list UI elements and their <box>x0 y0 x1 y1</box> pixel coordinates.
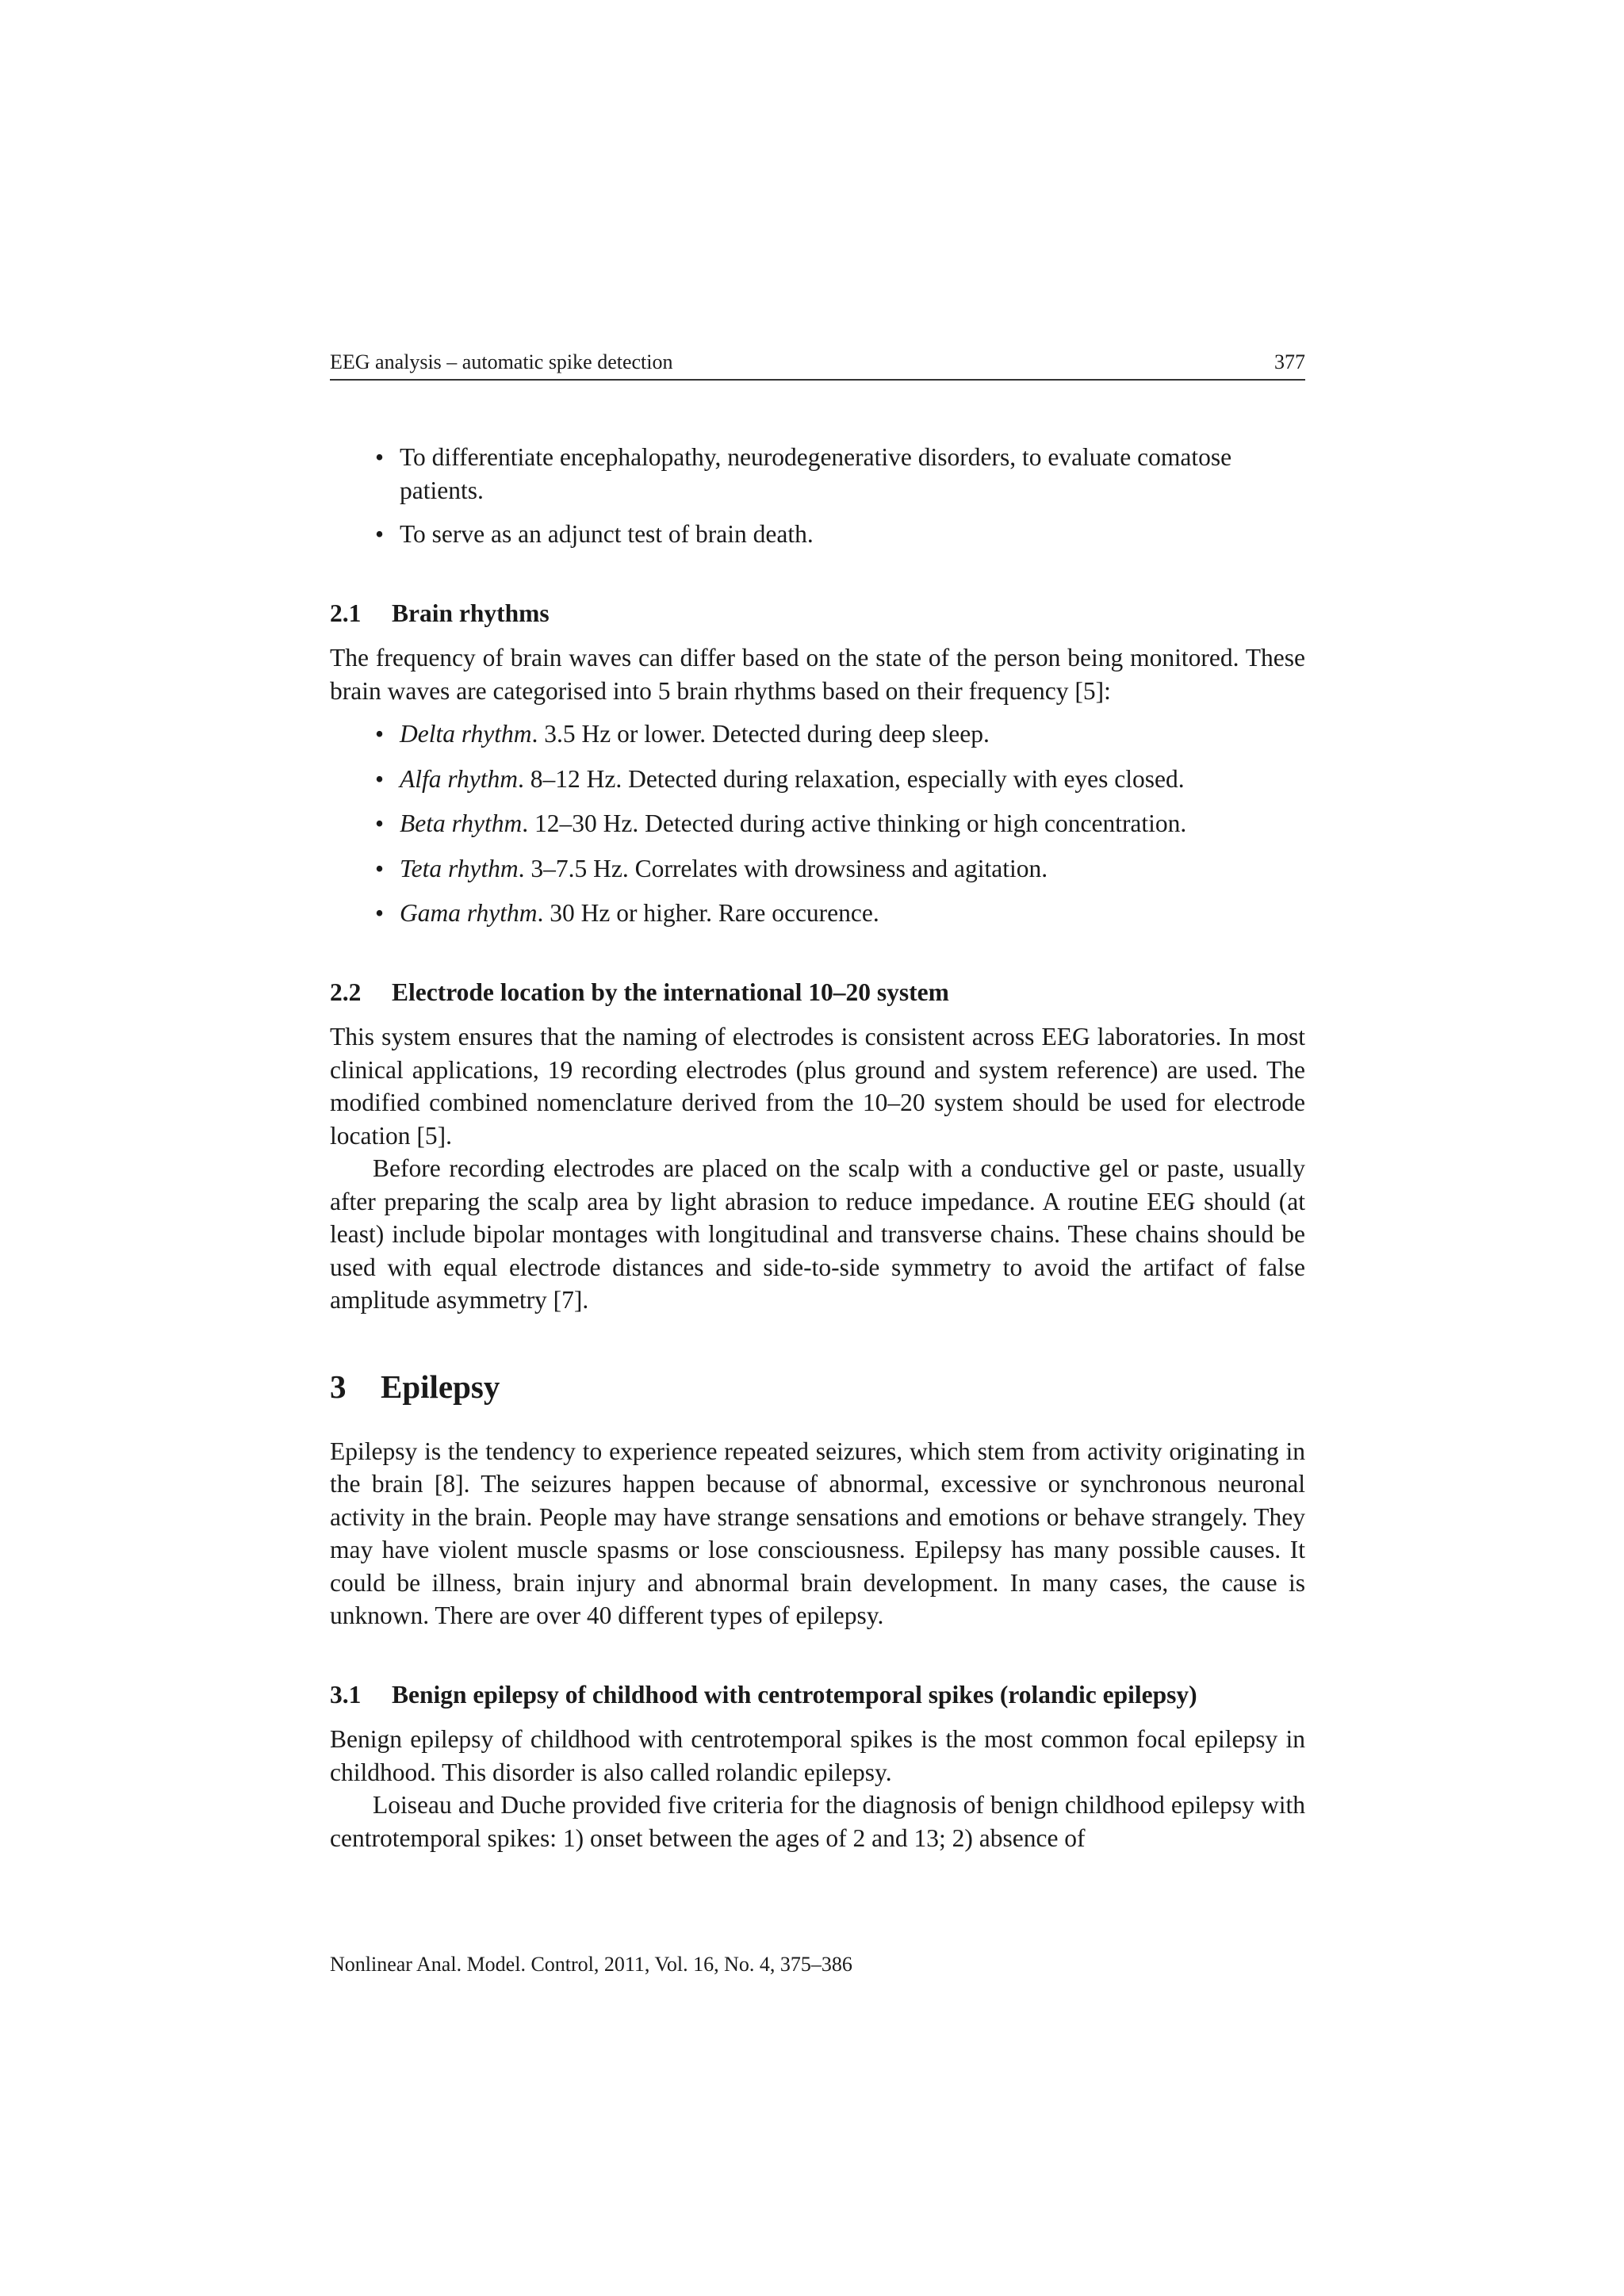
list-item: • To differentiate encephalopathy, neurodegenerative disorders, to evaluate comatose patients. <box>330 441 1305 507</box>
rhythm-name: Beta rhythm <box>400 809 523 837</box>
section-number: 2.1 <box>330 599 362 627</box>
list-item <box>330 807 1305 840</box>
list-item: • To serve as an adjunct test of brain death. <box>330 518 1305 551</box>
footer-citation: Nonlinear Anal. Model. Control, 2011, Vol. 16, No. 4, 375–386 <box>330 1953 852 1976</box>
rhythm-description: . 8–12 Hz. Detected during relaxation, especially with eyes closed. <box>518 764 1185 793</box>
section-number: 3.1 <box>330 1680 362 1709</box>
paragraph: This system ensures that the naming of electrodes is consistent across EEG laboratories. In most clinical applications, 19 recording electrodes (plus ground and system reference) are used. The modified combined nomenclature derived from the 10–20 system should be used for electrode location [5]. <box>330 1023 1305 1150</box>
section-heading-2-2 <box>330 976 1305 1009</box>
rhythm-description: . 3.5 Hz or lower. Detected during deep sleep. <box>531 720 990 748</box>
rhythm-name: Delta rhythm <box>400 720 532 748</box>
paragraph: Benign epilepsy of childhood with centrotemporal spikes is the most common focal epilepsy in childhood. This disorder is also called rolandic epilepsy. <box>330 1725 1305 1786</box>
paragraph: Epilepsy is the tendency to experience repeated seizures, which stem from activity originating in the brain [8]. The seizures happen because of abnormal, excessive or synchronous neuronal activity in the brain. People may have strange sensations and emotions or behave strangely. They may have violent muscle spasms or lose consciousness. Epilepsy has many possible causes. It could be illness, brain injury and abnormal brain development. In many cases, the cause is unknown. There are over 40 different types of epilepsy. <box>330 1437 1305 1629</box>
section-title: Epilepsy <box>381 1368 500 1405</box>
rhythm-name: Gama rhythm <box>400 899 538 927</box>
section-heading-2-1 <box>330 597 1305 630</box>
list-item <box>330 897 1305 930</box>
section-number: 2.2 <box>330 978 362 1006</box>
running-head <box>330 347 1305 381</box>
section-number: 3 <box>330 1368 347 1405</box>
list-item <box>330 852 1305 886</box>
page-number: 377 <box>1274 350 1305 373</box>
rhythm-description: . 12–30 Hz. Detected during active thinking or high concentration. <box>522 809 1187 837</box>
paper-page <box>330 0 1305 2296</box>
rhythm-name: Alfa rhythm <box>400 764 519 793</box>
section-heading-3-1 <box>330 1678 1305 1712</box>
paragraph: The frequency of brain waves can differ based on the state of the person being monitored. These brain waves are categorised into 5 brain rhythms based on their frequency [5]: <box>330 644 1305 705</box>
running-title: EEG analysis – automatic spike detection <box>330 350 673 373</box>
list-item <box>330 763 1305 796</box>
section-title: Electrode location by the international 10–20 system <box>392 978 949 1006</box>
section-title: Brain rhythms <box>392 599 550 627</box>
rhythm-description: . 30 Hz or higher. Rare occurence. <box>537 899 879 927</box>
list-item <box>330 718 1305 751</box>
body-text <box>330 441 1305 1854</box>
section-heading-3 <box>330 1366 1305 1407</box>
paragraph: Loiseau and Duche provided five criteria for the diagnosis of benign childhood epilepsy with centrotemporal spikes: 1) onset between the ages of 2 and 13; 2) absence of <box>330 1791 1305 1852</box>
paragraph: Before recording electrodes are placed on the scalp with a conductive gel or paste, usually after preparing the scalp area by light abrasion to reduce impedance. A routine EEG should (at least) include bipolar montages with longitudinal and transverse chains. These chains should be used with equal electrode distances and side-to-side symmetry to avoid the artifact of false amplitude asymmetry [7]. <box>330 1154 1305 1314</box>
rhythm-description: . 3–7.5 Hz. Correlates with drowsiness and agitation. <box>518 854 1048 882</box>
intro-bullet-list <box>330 441 1305 551</box>
section-title: Benign epilepsy of childhood with centrotemporal spikes (rolandic epilepsy) <box>392 1680 1197 1709</box>
rhythm-name: Teta rhythm <box>400 854 519 882</box>
rhythm-list <box>330 718 1305 930</box>
